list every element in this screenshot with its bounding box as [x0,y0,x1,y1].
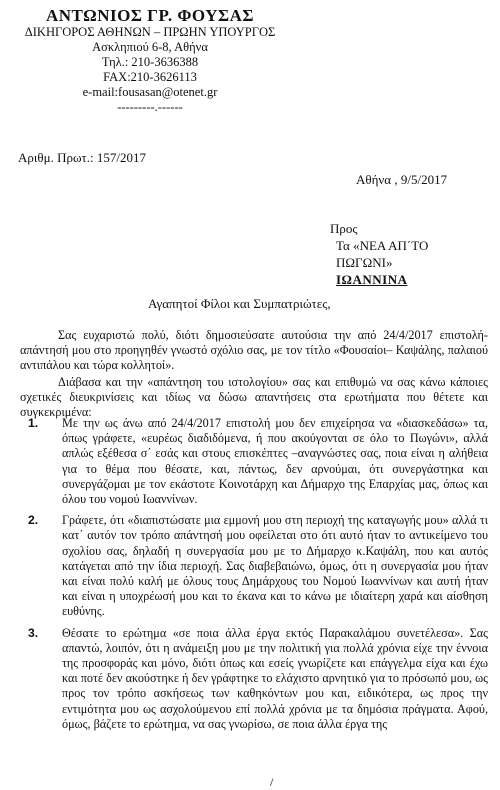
margin-mark: / [270,775,274,789]
protocol-number: Αριθμ. Πρωτ.: 157/2017 [18,150,146,165]
sender-email: e-mail:fousasan@otenet.gr [82,85,218,99]
greeting: Αγαπητοί Φίλοι και Συμπατριώτες, [148,296,331,311]
list-item [28,513,488,619]
paragraph: Σας ευχαριστώ πολύ, διότι δημοσιεύσατε αυτούσια την από 24/4/2017 επιστολή-απάντησή μου στο προηγηθέν γνωστό σχόλιο σας, με τον τίτλο «Φουσαίοι– Καψάλης, παλαιού αντιπάλου και τώρα κολλητοί». [20,328,488,373]
sender-phone: Τηλ.: 210-3636388 [101,55,199,69]
answers-list [28,416,488,738]
sender-address: Ασκληπιού 6-8, Αθήνα [92,40,208,54]
letterhead-separator: ---------.------ [117,100,183,114]
list-item [28,626,488,732]
recipient-line-1: Τα «ΝΕΑ ΑΠ΄ΤΟ [336,238,429,253]
letter-date: Αθήνα , 9/5/2017 [356,172,448,187]
sender-name: ΑΝΤΩΝΙΟΣ ΓΡ. ΦΟΥΣΑΣ [46,6,254,25]
recipient-prefix: Προς [330,221,358,236]
list-item-number: 2. [28,513,39,528]
list-item-text: Με την ως άνω από 24/4/2017 επιστολή μου δεν επιχείρησα να «διασκεδάσω» τα, όπως γράφετε, «ευρέως διαδιδόμενα, ή που ακούγονται σε όλο το Πωγώνι», αλλά απλώς εξέθεσα σ΄ εσάς και στους επισκέπτες –αναγνώστες σας, ποια είναι η αλήθεια για το θέμα που θέσατε, και, πάντως, δεν αρνούμαι, ότι συνεργάστηκα και συνεργάζομαι με τον εκάστοτε Κοινοτάρχη και Δήμαρχο της Επαρχίας μας, όπως και όλου του νομού Ιωαννίνων. [62,416,488,507]
sender-fax: FAX:210-3626113 [103,70,197,84]
recipient-line-2: ΠΩΓΩΝΙ» [336,255,393,270]
list-item-number: 1. [28,416,39,430]
list-item-number: 3. [28,625,39,640]
list-item [28,416,488,507]
sender-title: ΔΙΚΗΓΟΡΟΣ ΑΘΗΝΩΝ – ΠΡΩΗΝ ΥΠΟΥΡΓΟΣ [24,25,276,39]
letter-body [20,328,488,420]
recipient-block [330,220,428,288]
list-item-text: Θέσατε το ερώτημα «σε ποια άλλα έργα εκτός Παρακαλάμου συνετέλεσα». Σας απαντώ, λοιπόν, ότι η ανάμειξη μου με την πολιτική για πολλά χρόνια είχε την έννοια της προσφοράς και μόνο, διότι όπως και εσείς γνωρίζετε και επάγγελμα είχα και έχω και ποτέ δεν ακούστηκε ή δεν γράφτηκε το ελάχιστο αρνητικό για το πρόσωπό μου, ως προς τον τρόπο ασκήσεως των καθηκόντων μου και, ειδικότερα, ως προς την εντιμότητα μου ως ασχολούμενου επί πολλά χρόνια με τα δημόσια πράγματα. Αφού, όμως, βάζετε το ερώτημα, να σας γνωρίσω, σε ποια άλλα έργα της [62,625,488,731]
list-item-text: Γράφετε, ότι «διαπιστώσατε μια εμμονή μου στη περιοχή της καταγωγής μου» αλλά τι κατ΄ αυτόν τον τρόπο απάντησή μου οφείλεται στο ότι αυτό ήταν το αντικείμενο του σχολίου σας, δηλαδή η συνεργασία μου με το Δήμαρχο κ.Καψάλη, που και αυτός κατάγεται από την ίδια περιοχή. Σας διαβεβαιώνω, όμως, ότι η συνεργασία μου ήταν και είναι πολύ καλή με όλους τους Δημάρχους του Νομού Ιωαννίνων και αυτή ήταν και είναι η υποχρέωσή μου και το έκανα και το κάνω με ιδιαίτερη χαρά και αίσθηση ευθύνης. [62,513,488,619]
paragraph: Διάβασα και την «απάντηση του ιστολογίου» σας και επιθυμώ να σας κάνω κάποιες σχετικές διευκρινίσεις και ιδίως να δώσω απαντήσεις στα ερωτήματα που θέτετε και συγκεκριμένα: [20,374,488,420]
recipient-city: ΙΩΑΝΝΙΝΑ [336,272,408,287]
letterhead [0,6,300,115]
